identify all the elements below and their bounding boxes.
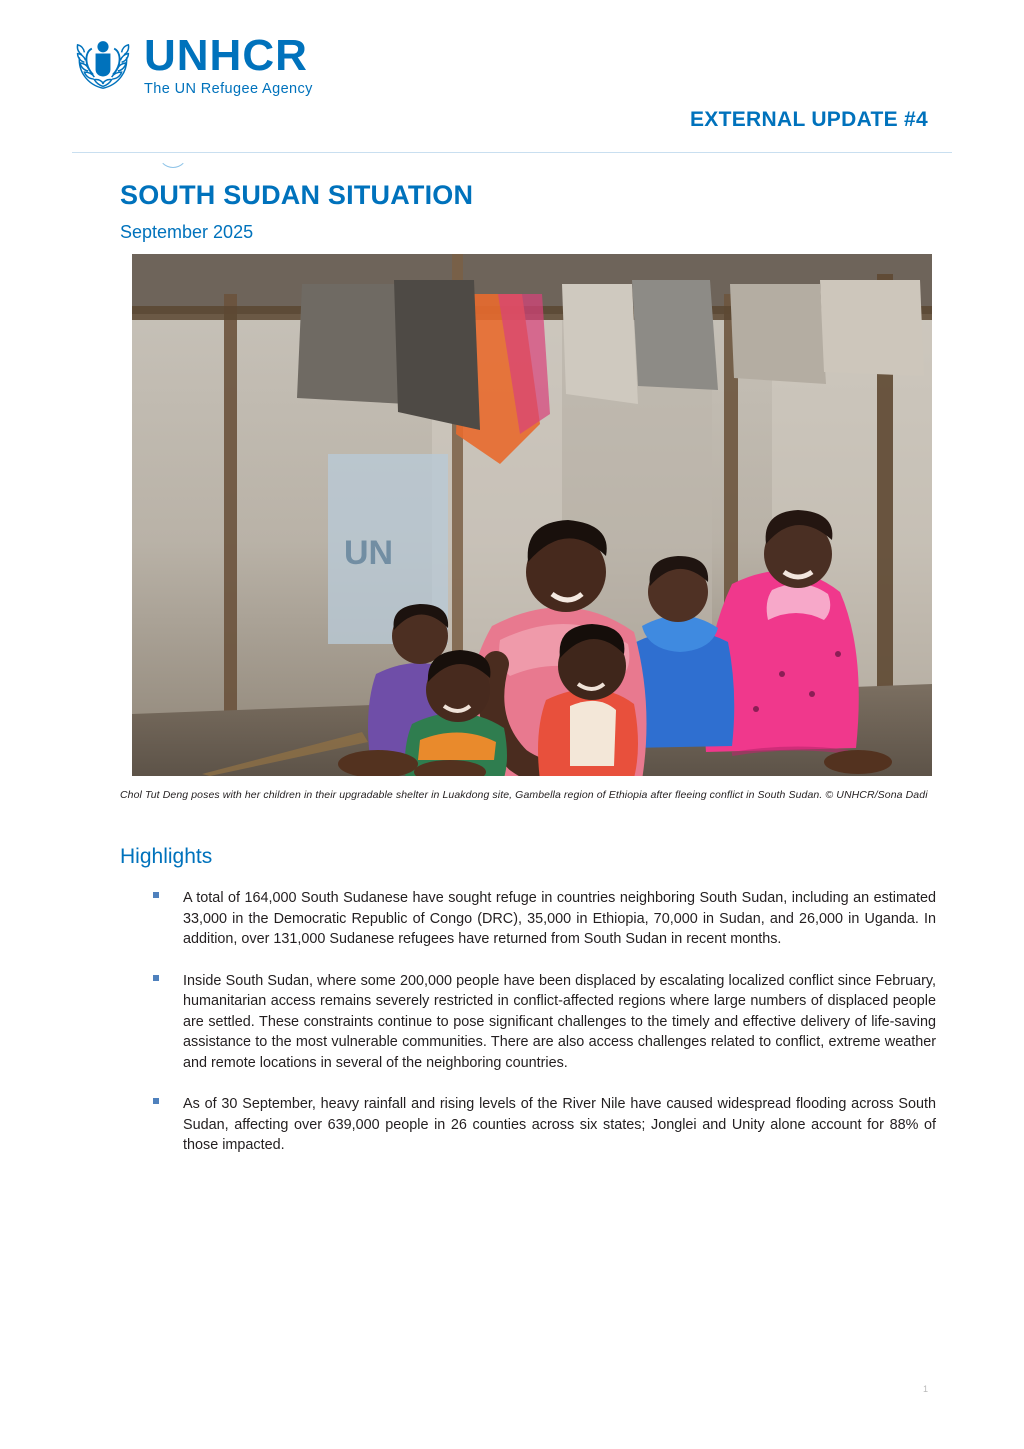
document-header: [0, 0, 1024, 152]
unhcr-emblem-icon: [72, 30, 134, 92]
page-subtitle-date: September 2025: [120, 222, 254, 242]
bullet-marker-icon: [153, 975, 159, 981]
bullet-marker-icon: [153, 1098, 159, 1104]
unhcr-logo: [72, 30, 315, 97]
svg-text:UN: UN: [344, 534, 394, 572]
page-number: 1: [922, 1384, 928, 1394]
logo-wordmark: UNHCR: [144, 31, 308, 80]
list-item: [150, 1094, 936, 1156]
list-item-text: Inside South Sudan, where some 200,000 people have been displaced by escalating localized conflict since February, humanitarian access remains severely restricted in conflict-affected regions where large numbers of displaced people are settled. These constraints continue to pose significant challenges to the timely and effective delivery of life-saving assistance to the most vulnerable communities. There are also access challenges related to conflict, extreme weather and remote locations in several of the neighboring countries.: [183, 972, 936, 1071]
list-item-text: A total of 164,000 South Sudanese have sought refuge in countries neighboring South Sudan, including an estimated 33,000 in the Democratic Republic of Congo (DRC), 35,000 in Ethiopia, 70,000 in Sudan, and 26,000 in Uganda. In addition, over 131,000 Sudanese refugees have returned from South Sudan in recent months.: [183, 890, 936, 947]
bullet-marker-icon: [153, 892, 159, 898]
highlights-list: [150, 888, 936, 1177]
header-divider: [72, 152, 952, 153]
highlights-heading: Highlights: [120, 845, 213, 868]
photo-caption: Chol Tut Deng poses with her children in their upgradable shelter in Luakdong site, Gambella region of Ethiopia after fleeing conflict in South Sudan. © UNHCR/Sona Dadi: [120, 789, 928, 801]
list-item: [150, 888, 936, 950]
logo-tagline: The UN Refugee Agency: [144, 81, 313, 97]
external-update-label: EXTERNAL UPDATE #4: [690, 108, 928, 131]
list-item: [150, 971, 936, 1074]
hero-photo-illustration: [132, 254, 932, 776]
list-item-text: As of 30 September, heavy rainfall and rising levels of the River Nile have caused widespread flooding across South Sudan, affecting over 639,000 people in 26 counties across six states; Jonglei and Unity alone account for 88% of those impacted.: [183, 1096, 936, 1153]
page-title: SOUTH SUDAN SITUATION: [120, 180, 474, 210]
hero-photo: [132, 254, 932, 776]
header-notch-decoration: [158, 152, 188, 168]
